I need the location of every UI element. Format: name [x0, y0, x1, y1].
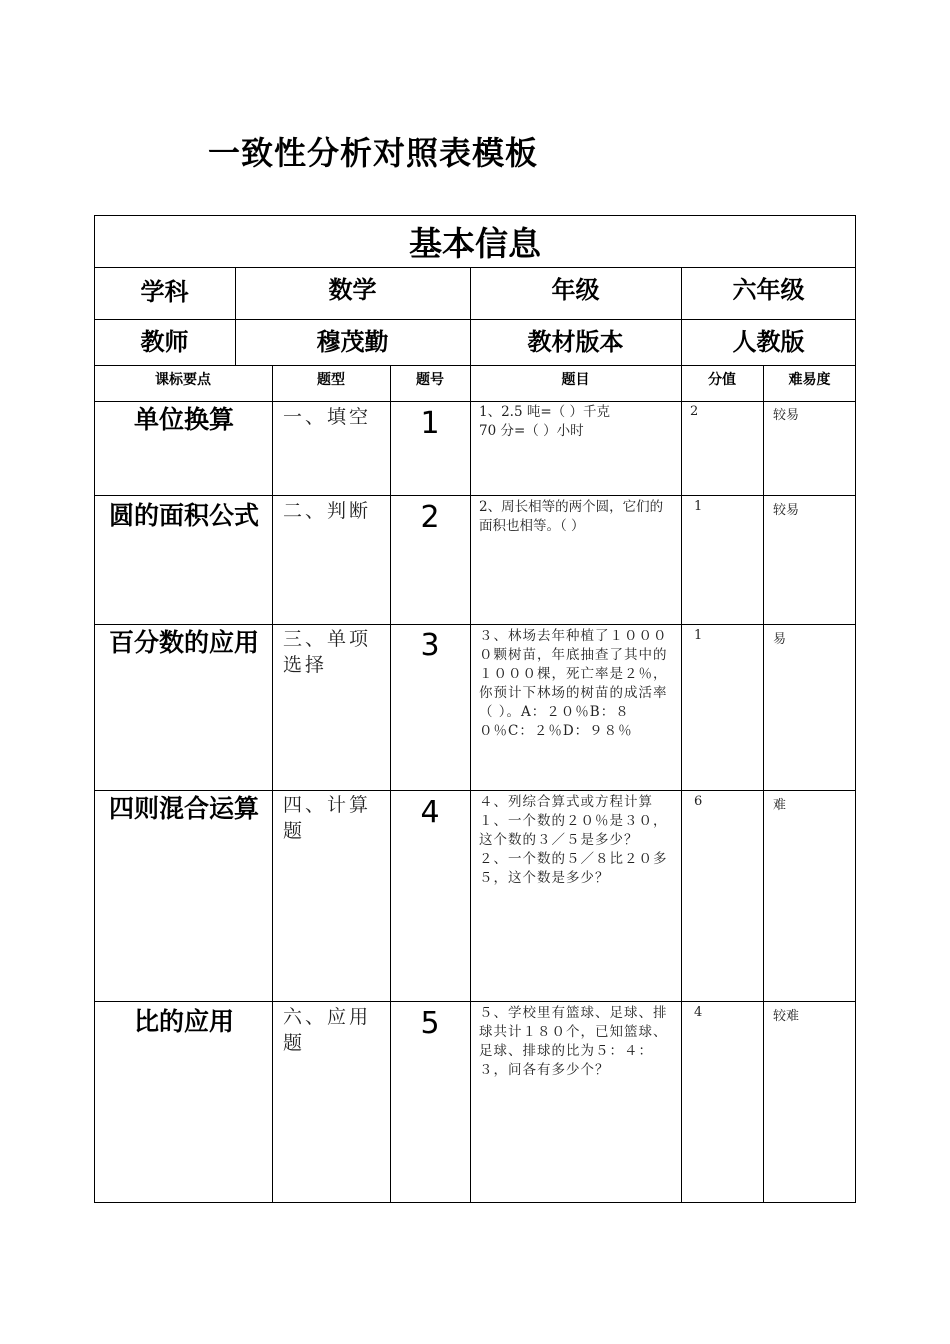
- row-question: 1、2.5 吨=（ ）千克 70 分=（ ）小时: [479, 404, 610, 439]
- row-score: 1: [694, 628, 703, 643]
- row-topic: 四则混合运算: [108, 794, 259, 823]
- row-score: 2: [690, 404, 699, 419]
- row-topic: 比的应用: [133, 1007, 234, 1036]
- row-type: 四、计算题: [283, 794, 372, 842]
- row-number: 2: [420, 500, 440, 535]
- row-difficulty: 较易: [773, 408, 800, 423]
- row-question: 2、周长相等的两个圆，它们的面积也相等。（ ）: [479, 499, 664, 534]
- teacher-value: 穆茂勤: [316, 328, 389, 356]
- row-difficulty: 较易: [773, 503, 800, 518]
- column-header-type: 题型: [317, 372, 345, 388]
- row-type: 二、判断: [283, 500, 372, 522]
- analysis-table: [94, 215, 856, 1203]
- row-score: 4: [694, 1005, 703, 1020]
- row-question: ４、列综合算式或方程计算 １、一个数的２０％是３０，这个数的３／５是多少？ ２、一个数的５／８比２０多５，这个数是多少？: [479, 794, 668, 886]
- page-title: 一致性分析对照表模板: [208, 134, 539, 172]
- subject-value: 数学: [328, 276, 377, 304]
- column-header-standard: 课标要点: [155, 372, 211, 388]
- row-difficulty: 易: [773, 632, 787, 647]
- row-type: 六、应用题: [283, 1006, 372, 1054]
- row-question: ３、林场去年种植了１００００颗树苗，年底抽查了其中的１０００棵，死亡率是２％，你预计下林场的树苗的成活率（ ）。A：２０％B：８０％C：２％D：９８％: [479, 628, 668, 739]
- subject-label: 学科: [140, 278, 189, 306]
- column-header-score: 分值: [708, 372, 736, 388]
- column-header-difficulty: 难易度: [788, 372, 831, 388]
- row-difficulty: 难: [773, 798, 787, 813]
- row-topic: 百分数的应用: [108, 628, 259, 657]
- row-difficulty: 较难: [773, 1009, 800, 1024]
- teacher-label: 教师: [140, 328, 189, 356]
- row-number: 4: [420, 795, 440, 830]
- column-header-number: 题号: [416, 372, 444, 388]
- column-header-question: 题目: [561, 372, 590, 388]
- row-number: 5: [420, 1006, 440, 1041]
- basic-info-header: 基本信息: [409, 224, 541, 263]
- textbook-label: 教材版本: [527, 328, 624, 356]
- row-type: 一、填空: [283, 406, 372, 428]
- row-question: ５、学校里有篮球、足球、排球共计１８０个，已知篮球、足球、排球的比为５：４：３，问各有多少个？: [479, 1005, 668, 1078]
- row-number: 1: [420, 406, 440, 441]
- row-type: 三、单项选择: [283, 628, 372, 676]
- row-topic: 圆的面积公式: [108, 501, 259, 530]
- row-score: 1: [694, 499, 703, 514]
- grade-label: 年级: [551, 276, 600, 304]
- textbook-value: 人教版: [732, 328, 805, 356]
- grade-value: 六年级: [732, 276, 805, 304]
- row-number: 3: [420, 628, 440, 663]
- row-topic: 单位换算: [133, 405, 234, 434]
- row-score: 6: [694, 794, 703, 809]
